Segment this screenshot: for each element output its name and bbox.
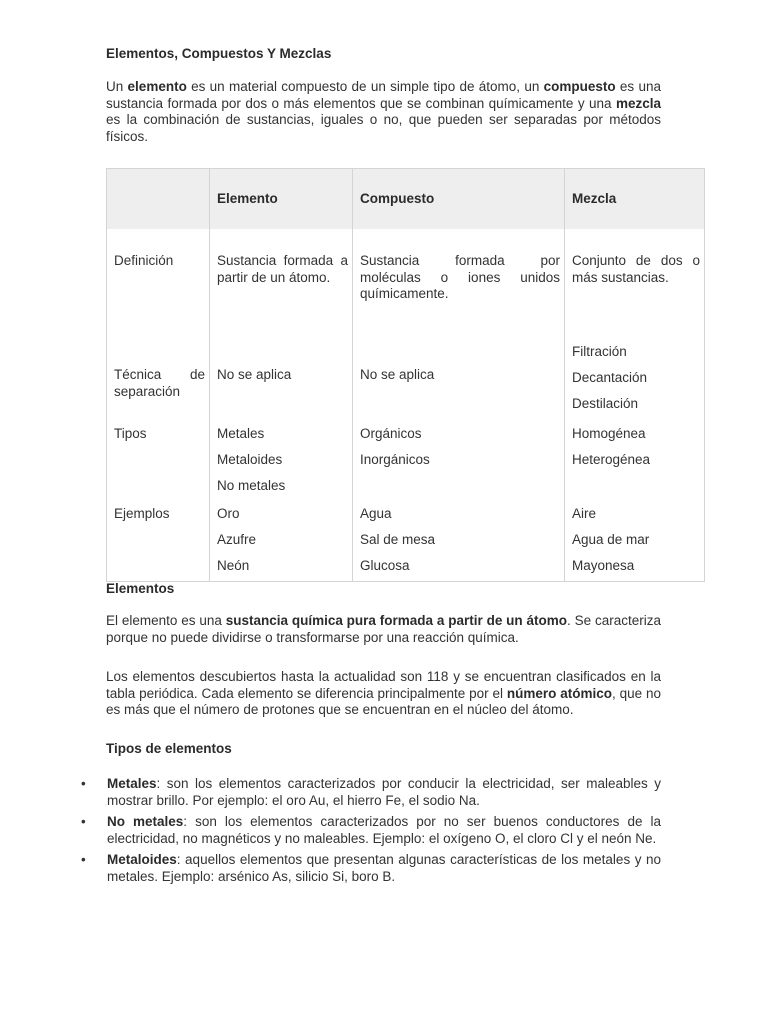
list-item: • Metales: son los elementos caracterizados por conducir la electricidad, ser maleables y mostrar brillo. Por ejemplo: el oro Au, el hierro Fe, el sodio Na. <box>81 776 661 808</box>
row-label-ejemplos: Ejemplos <box>114 506 170 521</box>
page-title: Elementos, Compuestos Y Mezclas <box>106 46 332 61</box>
cell-tecnica-compuesto: No se aplica <box>360 367 435 382</box>
section-heading-tipos: Tipos de elementos <box>106 741 232 756</box>
list-item: Oro <box>217 506 240 521</box>
list-item: Heterogénea <box>572 452 651 467</box>
list-item: Metaloides <box>217 452 283 467</box>
elementos-paragraph-1: El elemento es una sustancia química pura formada a partir de un átomo. Se caracteriza porque no puede dividirse o transformarse por una reacción química. <box>106 613 661 645</box>
list-item: Agua <box>360 506 392 521</box>
section-heading-elementos: Elementos <box>106 581 175 596</box>
header-cell-empty <box>107 169 210 230</box>
list-item: No metales <box>217 478 286 493</box>
list-item: Inorgánicos <box>360 452 430 467</box>
cell-definicion-compuesto: Sustancia formada por moléculas o iones unidos químicamente. <box>353 229 565 343</box>
cell-ejemplos-compuesto <box>360 501 560 579</box>
table-header-row <box>107 169 705 230</box>
list-item: Metales <box>217 426 265 441</box>
list-item: Decantación <box>572 370 648 385</box>
cell-tipos-mezcla <box>572 421 700 473</box>
row-label-tecnica: Técnica de separación <box>114 367 205 399</box>
header-cell-compuesto: Compuesto <box>353 169 565 230</box>
table-row-ejemplos <box>107 501 705 582</box>
header-cell-elemento: Elemento <box>210 169 353 230</box>
tipos-list <box>81 776 661 890</box>
cell-tipos-compuesto <box>360 421 560 473</box>
table-row-tipos <box>107 421 705 501</box>
cell-tecnica-elemento: No se aplica <box>217 367 292 382</box>
list-item: Glucosa <box>360 558 410 573</box>
bullet-icon: • <box>81 776 86 791</box>
list-item: Sal de mesa <box>360 532 436 547</box>
elementos-paragraph-2: Los elementos descubiertos hasta la actualidad son 118 y se encuentran clasificados en la tabla periódica. Cada elemento se diferencia principalmente por el número atómico, que no es más que el número de protones que se encuentran en el núcleo del átomo. <box>106 669 662 717</box>
cell-ejemplos-mezcla <box>572 501 700 579</box>
bullet-icon: • <box>81 814 86 829</box>
intro-paragraph: Un elemento es un material compuesto de un simple tipo de átomo, un compuesto es una sustancia formada por dos o más elementos que se combinan químicamente y una mezcla es la combinación de sustancias, iguales o no, que pueden ser separadas por métodos físicos. <box>106 79 661 144</box>
list-item: Aire <box>572 506 597 521</box>
list-item: Neón <box>217 558 250 573</box>
list-item: • Metaloides: aquellos elementos que presentan algunas características de los metales y no metales. Ejemplo: arsénico As, silicio Si, boro B. <box>81 852 661 884</box>
bullet-icon: • <box>81 852 86 867</box>
list-item: • No metales: son los elementos caracterizados por no ser buenos conductores de la electricidad, no magnéticos y no maleables. Ejemplo: el oxígeno O, el cloro Cl y el neón Ne. <box>81 814 661 846</box>
row-label-tipos: Tipos <box>114 426 147 441</box>
list-item: Homogénea <box>572 426 646 441</box>
list-item: Azufre <box>217 532 257 547</box>
cell-definicion-mezcla: Conjunto de dos o más sustancias. <box>565 229 705 343</box>
table-row-definicion <box>107 229 705 343</box>
cell-definicion-elemento: Sustancia formada a partir de un átomo. <box>210 229 353 343</box>
cell-tecnica-mezcla <box>572 339 700 417</box>
header-cell-mezcla: Mezcla <box>565 169 705 230</box>
list-item: Destilación <box>572 396 639 411</box>
list-item: Filtración <box>572 344 627 359</box>
cell-ejemplos-elemento <box>217 501 348 579</box>
list-item: Agua de mar <box>572 532 650 547</box>
comparison-table <box>106 168 705 582</box>
list-item: Mayonesa <box>572 558 635 573</box>
table-row-tecnica <box>107 343 705 421</box>
cell-tipos-elemento <box>217 421 348 499</box>
list-item: Orgánicos <box>360 426 422 441</box>
row-label-definicion: Definición <box>107 229 210 343</box>
